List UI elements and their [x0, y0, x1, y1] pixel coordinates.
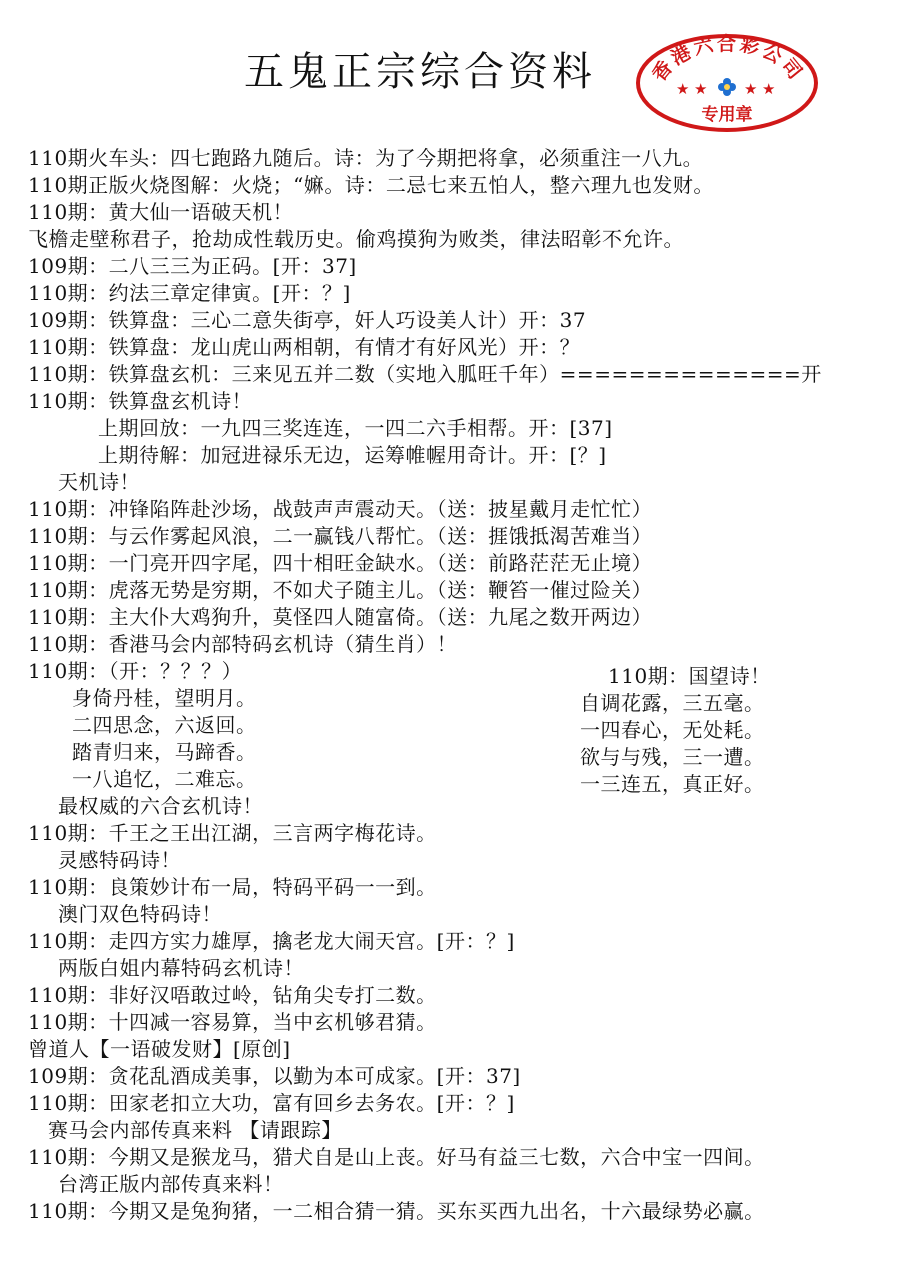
text-line: 110期：国望诗！	[608, 664, 771, 688]
text-line: 110期：铁算盘：龙山虎山两相朝，有情才有好风光）开：？	[28, 335, 581, 359]
text-line: 飞檐走壁称君子，抢劫成性载历史。偷鸡摸狗为败类，律法昭彰不允许。	[28, 227, 684, 251]
text-line: 110期：一门亮开四字尾，四十相旺金缺水。（送：前路茫茫无止境）	[28, 551, 653, 575]
flower-icon	[718, 78, 736, 96]
text-line: 110期：铁算盘玄机诗！	[28, 389, 253, 413]
text-line: 110期：与云作雾起风浪，二一赢钱八帮忙。（送：捱饿抵渴苦难当）	[28, 524, 653, 548]
text-line: 110期：十四减一容易算，当中玄机够君猜。	[28, 1010, 437, 1034]
text-line: 110期：（开：？？？）	[28, 659, 243, 683]
text-line: 110期：今期又是兔狗猪，一二相合猜一猜。买东买西九出名，十六最绿势必赢。	[28, 1199, 765, 1223]
svg-text:香港六合彩公司: 香港六合彩公司	[648, 33, 808, 86]
svg-text:★: ★	[676, 80, 690, 98]
text-line: 109期：贪花乱酒成美事，以勤为本可成家。[开：37]	[28, 1064, 521, 1088]
company-seal-stamp	[634, 32, 820, 134]
text-line: 110期火车头：四七跑路九随后。诗：为了今期把将拿，必须重注一八九。	[28, 146, 704, 170]
text-line: 110期：铁算盘玄机：三来见五并二数（实地入胍旺千年）==============开	[28, 362, 822, 386]
text-line: 110期：今期又是猴龙马，猎犬自是山上丧。好马有益三七数，六合中宝一四间。	[28, 1145, 765, 1169]
section-heading: 曾道人【一语破发财】[原创]	[28, 1037, 291, 1061]
poem-line: 身倚丹桂，望明月。	[72, 686, 257, 710]
svg-text:★: ★	[694, 80, 708, 98]
poem-line: 一八追忆，二难忘。	[72, 767, 257, 791]
svg-text:专用章: 专用章	[701, 105, 753, 125]
text-line: 109期：铁算盘：三心二意失街亭，奸人巧设美人计）开：37	[28, 308, 587, 332]
text-line: 109期：二八三三为正码。[开：37]	[28, 254, 357, 278]
poem-line: 欲与与残，三一遭。	[580, 745, 765, 769]
text-line: 110期：约法三章定律寅。[开：？]	[28, 281, 351, 305]
text-line: 上期待解：加冠进禄乐无边，运筹帷幄用奇计。开：[？]	[98, 443, 607, 467]
poem-line: 一四春心，无处耗。	[580, 718, 765, 742]
text-line: 110期：田家老扣立大功，富有回乡去务农。[开：？]	[28, 1091, 515, 1115]
text-line: 上期回放：一九四三奖连连，一四二六手相帮。开：[37]	[98, 416, 613, 440]
text-line: 110期：千王之王出江湖，三言两字梅花诗。	[28, 821, 437, 845]
poem-line: 一三连五，真正好。	[580, 772, 765, 796]
text-line: 110期：非好汉唔敢过岭，钻角尖专打二数。	[28, 983, 437, 1007]
text-line: 110期：良策妙计布一局，特码平码一一到。	[28, 875, 437, 899]
text-line: 110期：香港马会内部特码玄机诗（猜生肖）！	[28, 632, 458, 656]
poem-line: 二四思念，六返回。	[72, 713, 257, 737]
section-heading: 赛马会内部传真来料 【请跟踪】	[48, 1118, 342, 1142]
poem-line: 踏青归来，马蹄香。	[72, 740, 257, 764]
section-heading: 天机诗！	[58, 470, 140, 494]
section-heading: 两版白姐内幕特码玄机诗！	[58, 956, 304, 980]
svg-text:★: ★	[744, 80, 758, 98]
text-line: 110期：走四方实力雄厚，擒老龙大闹天宫。[开：？]	[28, 929, 515, 953]
section-heading: 最权威的六合玄机诗！	[58, 794, 263, 818]
text-line: 110期：冲锋陷阵赴沙场，战鼓声声震动天。（送：披星戴月走忙忙）	[28, 497, 653, 521]
poem-line: 自调花露，三五毫。	[580, 691, 765, 715]
text-line: 110期：主大仆大鸡狗升，莫怪四人随富倚。（送：九尾之数开两边）	[28, 605, 653, 629]
text-line: 110期：虎落无势是穷期，不如犬子随主儿。（送：鞭笞一催过险关）	[28, 578, 653, 602]
section-heading: 台湾正版内部传真来料！	[58, 1172, 284, 1196]
section-heading: 灵感特码诗！	[58, 848, 181, 872]
text-line: 110期：黄大仙一语破天机！	[28, 200, 294, 224]
page-title: 五鬼正宗综合资料	[244, 49, 596, 95]
text-line: 110期正版火烧图解：火烧；“嫲。诗：二忌七来五怕人，整六理九也发财。	[28, 173, 714, 197]
section-heading: 澳门双色特码诗！	[58, 902, 222, 926]
svg-text:★: ★	[762, 80, 776, 98]
